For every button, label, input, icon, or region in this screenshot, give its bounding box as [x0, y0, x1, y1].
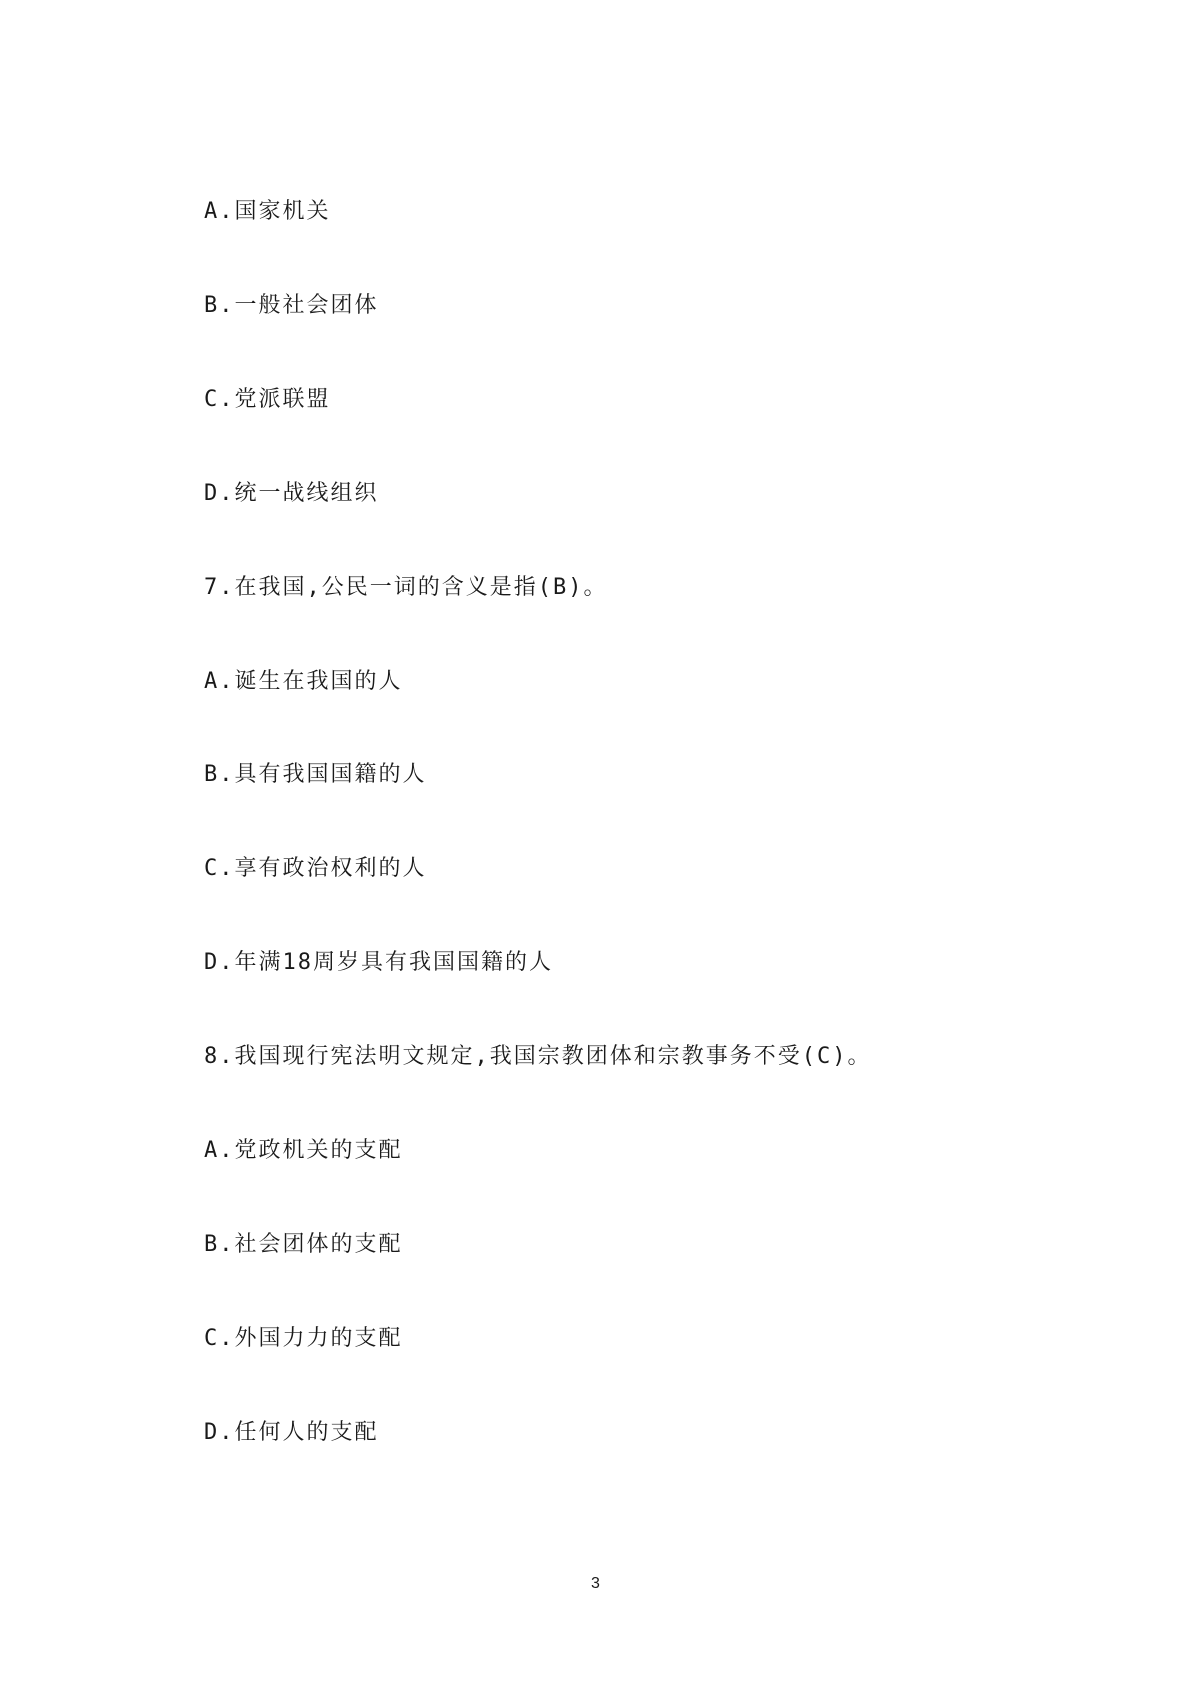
option-7c: C.享有政治权利的人: [204, 856, 427, 881]
option-7a: A.诞生在我国的人: [204, 669, 403, 694]
option-6b: B.一般社会团体: [204, 293, 379, 318]
option-6d: D.统一战线组织: [204, 481, 379, 506]
question-7: 7.在我国,公民一词的含义是指(B)。: [204, 575, 608, 600]
page-number: 3: [591, 1575, 600, 1592]
option-7d: D.年满18周岁具有我国国籍的人: [204, 950, 553, 975]
option-8b: B.社会团体的支配: [204, 1232, 403, 1257]
option-8d: D.任何人的支配: [204, 1420, 379, 1445]
option-6c: C.党派联盟: [204, 387, 331, 412]
question-8: 8.我国现行宪法明文规定,我国宗教团体和宗教事务不受(C)。: [204, 1044, 872, 1069]
option-7b: B.具有我国国籍的人: [204, 762, 427, 787]
option-8c: C.外国力力的支配: [204, 1326, 403, 1351]
option-8a: A.党政机关的支配: [204, 1138, 403, 1163]
option-6a: A.国家机关: [204, 199, 331, 224]
